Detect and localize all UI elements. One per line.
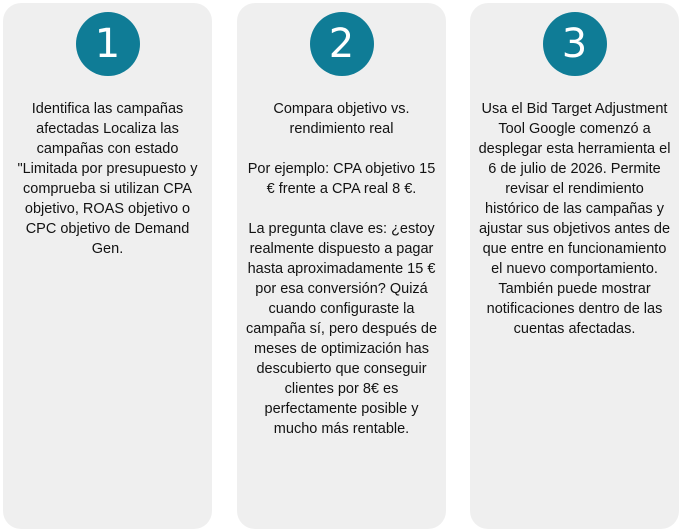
- step-description: [478, 99, 671, 339]
- step-paragraph: Compara objetivo vs. rendimiento real: [273, 101, 410, 137]
- step-card-3: [470, 3, 679, 529]
- step-card-2: [237, 3, 446, 529]
- step-paragraph: La pregunta clave es: ¿estoy realmente dispuesto a pagar hasta aproximadamente 15 € por esa conversión? Quizá cuando configuraste la campaña sí, pero después de meses de optimización has descubierto que conseguir clientes por 8€ es perfectamente posible y mucho más rentable.: [245, 221, 438, 437]
- step-number-badge: 1: [76, 12, 140, 76]
- step-paragraph: Por ejemplo: CPA objetivo 15 € frente a CPA real 8 €.: [247, 161, 436, 197]
- step-number-badge: 2: [310, 12, 374, 76]
- step-paragraph: Usa el Bid Target Adjustment Tool Google comenzó a desplegar esta herramienta el 6 de julio de 2026. Permite revisar el rendimiento histórico de las campañas y ajustar sus objetivos antes de que entre en funcionamiento el nuevo comportamiento. También puede mostrar notificaciones dentro de las cuentas afectadas.: [478, 101, 671, 337]
- step-paragraph: Identifica las campañas afectadas Localiza las campañas con estado "Limitada por presupuesto y comprueba si utilizan CPA objetivo, ROAS objetivo o CPC objetivo de Demand Gen.: [17, 101, 198, 257]
- step-description: [245, 99, 438, 439]
- step-number-badge: 3: [543, 12, 607, 76]
- step-description: [11, 99, 204, 259]
- step-card-1: [3, 3, 212, 529]
